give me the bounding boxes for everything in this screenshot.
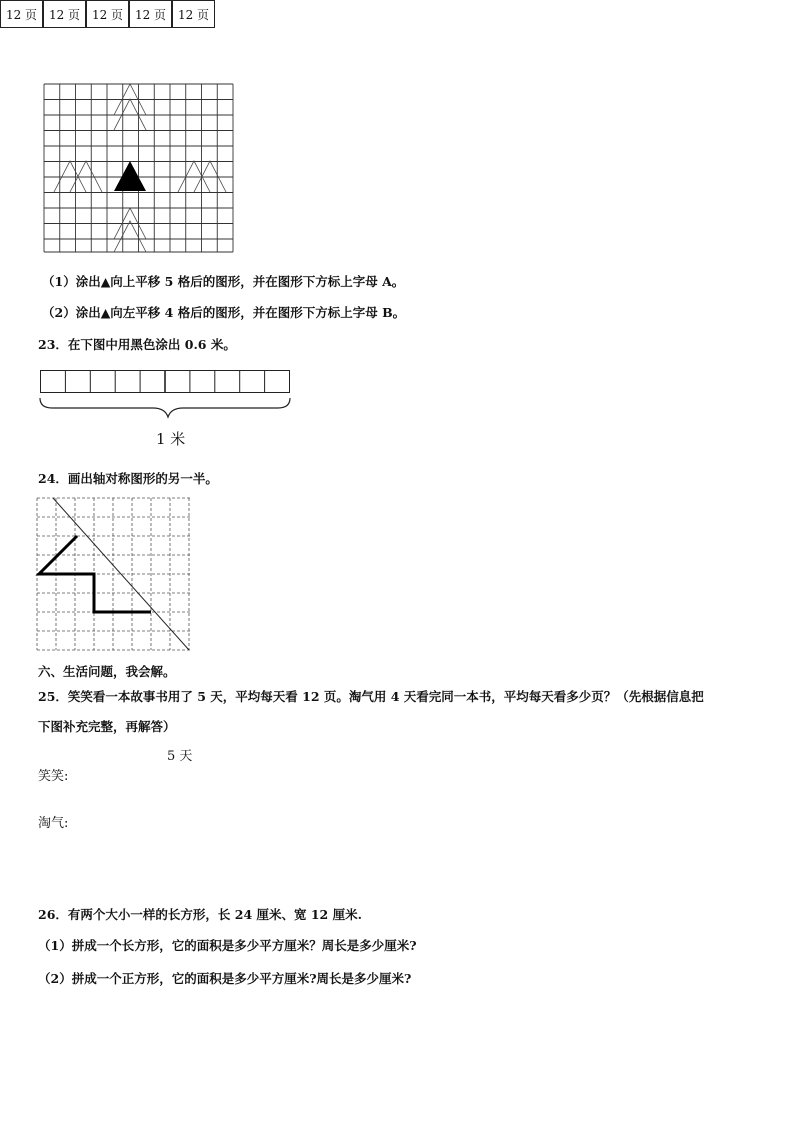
chevron-marks (54, 84, 226, 252)
q25-line2: 下图补充完整，再解答） (38, 719, 176, 734)
q22-part2: （2）涂出▲向左平移 4 格后的图形，并在图形下方标上字母 B。 (42, 305, 406, 320)
q23-text: 23．在下图中用黑色涂出 0.6 米。 (38, 337, 236, 352)
q26-part2: （2）拼成一个正方形，它的面积是多少平方厘米?周长是多少厘米? (38, 971, 412, 986)
xiaoxiao-label: 笑笑: (38, 769, 69, 784)
q26-text: 26．有两个大小一样的长方形，长 24 厘米、宽 12 厘米. (38, 907, 362, 922)
taoqi-label: 淘气: (38, 816, 69, 831)
q24-text: 24．画出轴对称图形的另一半。 (38, 471, 218, 486)
section6-title: 六、生活问题，我会解。 (38, 664, 176, 679)
meter-bar (40, 370, 292, 420)
page-cell: 12 页 (0, 0, 43, 28)
page-cell: 12 页 (172, 0, 215, 28)
days-label: 5 天 (167, 749, 193, 764)
page-cell: 12 页 (43, 0, 86, 28)
translation-grid (44, 84, 234, 254)
page-cell: 12 页 (86, 0, 129, 28)
symmetry-grid (37, 498, 193, 652)
q26-part1: （1）拼成一个长方形，它的面积是多少平方厘米？周长是多少厘米? (38, 938, 417, 953)
brace (40, 398, 290, 417)
page-cell: 12 页 (129, 0, 172, 28)
black-triangle (114, 161, 146, 191)
brace-label: 1 米 (156, 430, 186, 448)
q25-line1: 25．笑笑看一本故事书用了 5 天，平均每天看 12 页。淘气用 4 天看完同一本书，平均每天看多少页？（先根据信息把 (38, 689, 704, 704)
grid-lines (44, 84, 233, 252)
q22-part1: （1）涂出▲向上平移 5 格后的图形，并在图形下方标上字母 A。 (42, 274, 405, 289)
